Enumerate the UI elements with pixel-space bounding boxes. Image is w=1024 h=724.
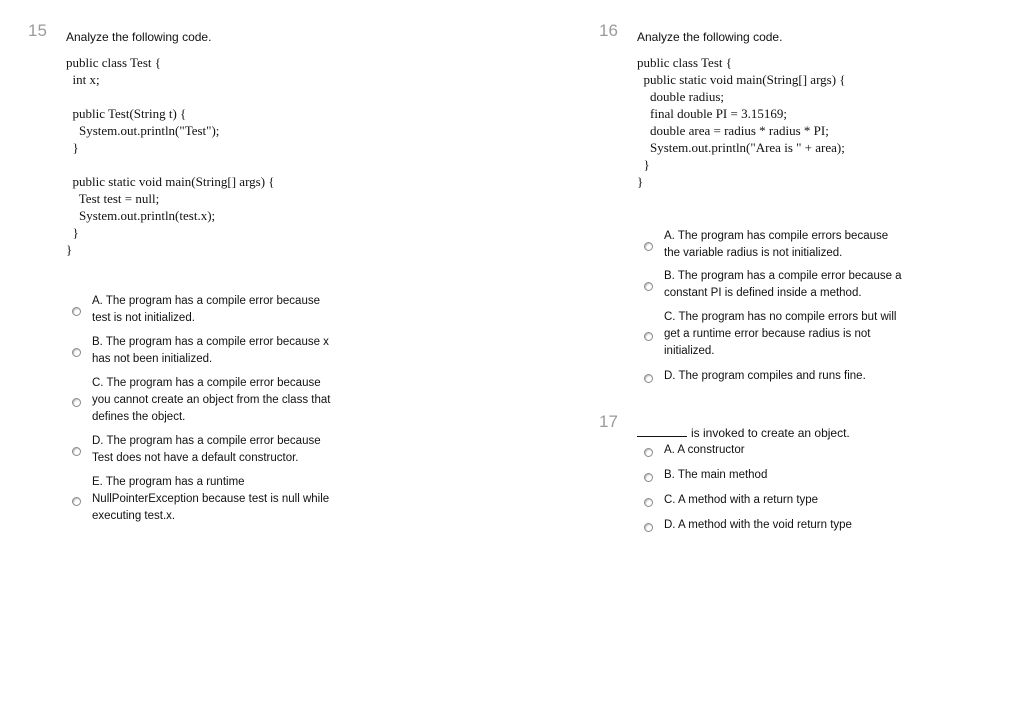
option-label: D. A method with the void return type <box>664 519 852 531</box>
q17-option-a[interactable] <box>644 442 904 459</box>
question-15-number: 15 <box>28 21 47 40</box>
radio-button-icon[interactable] <box>72 447 81 456</box>
option-label: B. The program has a compile error because a constant PI is defined inside a method. <box>664 270 902 299</box>
q15-option-a[interactable] <box>72 293 332 327</box>
q15-option-e[interactable] <box>72 474 332 525</box>
question-15-prompt: Analyze the following code. <box>66 30 212 44</box>
option-label: C. The program has a compile error because you cannot create an object from the class that defines the object. <box>92 377 331 423</box>
q15-option-c[interactable] <box>72 375 332 426</box>
radio-button-icon[interactable] <box>644 242 653 251</box>
radio-button-icon[interactable] <box>644 473 653 482</box>
question-15-code: public class Test { int x; public Test(String t) { System.out.println("Test"); } public static void main(String[] args) { Test test = null; System.out.println(test.x); } } <box>66 55 275 257</box>
radio-button-icon[interactable] <box>644 498 653 507</box>
q15-option-b[interactable] <box>72 334 332 368</box>
radio-button-icon[interactable] <box>72 307 81 316</box>
q16-option-d[interactable] <box>644 368 904 385</box>
option-label: D. The program has a compile error because Test does not have a default constructor. <box>92 435 321 464</box>
radio-button-icon[interactable] <box>72 497 81 506</box>
option-label: A. A constructor <box>664 444 745 456</box>
q17-option-b[interactable] <box>644 467 904 484</box>
q16-option-c[interactable] <box>644 309 904 360</box>
radio-button-icon[interactable] <box>644 523 653 532</box>
question-16-prompt: Analyze the following code. <box>637 30 783 44</box>
option-label: D. The program compiles and runs fine. <box>664 370 866 382</box>
q17-option-c[interactable] <box>644 492 904 509</box>
question-16-number: 16 <box>599 21 618 40</box>
answer-blank <box>637 425 687 437</box>
question-16-code: public class Test { public static void main(String[] args) { double radius; final double PI = 3.15169; double area = radius * radius * PI; System.out.println("Area is " + area); } } <box>637 55 846 189</box>
q16-option-b[interactable] <box>644 268 904 302</box>
radio-button-icon[interactable] <box>644 332 653 341</box>
option-label: A. The program has a compile error because test is not initialized. <box>92 295 320 324</box>
option-label: C. The program has no compile errors but will get a runtime error because radius is not initialized. <box>664 311 897 357</box>
q15-option-d[interactable] <box>72 433 332 467</box>
q16-option-a[interactable] <box>644 228 904 262</box>
option-label: E. The program has a runtime NullPointerException because test is null while executing test.x. <box>92 476 330 522</box>
option-label: B. The main method <box>664 469 768 481</box>
q17-option-d[interactable] <box>644 517 904 534</box>
radio-button-icon[interactable] <box>644 448 653 457</box>
radio-button-icon[interactable] <box>644 282 653 291</box>
option-label: C. A method with a return type <box>664 494 819 506</box>
radio-button-icon[interactable] <box>72 348 81 357</box>
radio-button-icon[interactable] <box>644 374 653 383</box>
radio-button-icon[interactable] <box>72 398 81 407</box>
option-label: B. The program has a compile error because x has not been initialized. <box>92 336 329 365</box>
option-label: A. The program has compile errors because the variable radius is not initialized. <box>664 230 889 259</box>
question-17-prompt-text: is invoked to create an object. <box>691 426 850 440</box>
question-17-prompt <box>637 425 850 440</box>
question-17-number: 17 <box>599 412 618 431</box>
